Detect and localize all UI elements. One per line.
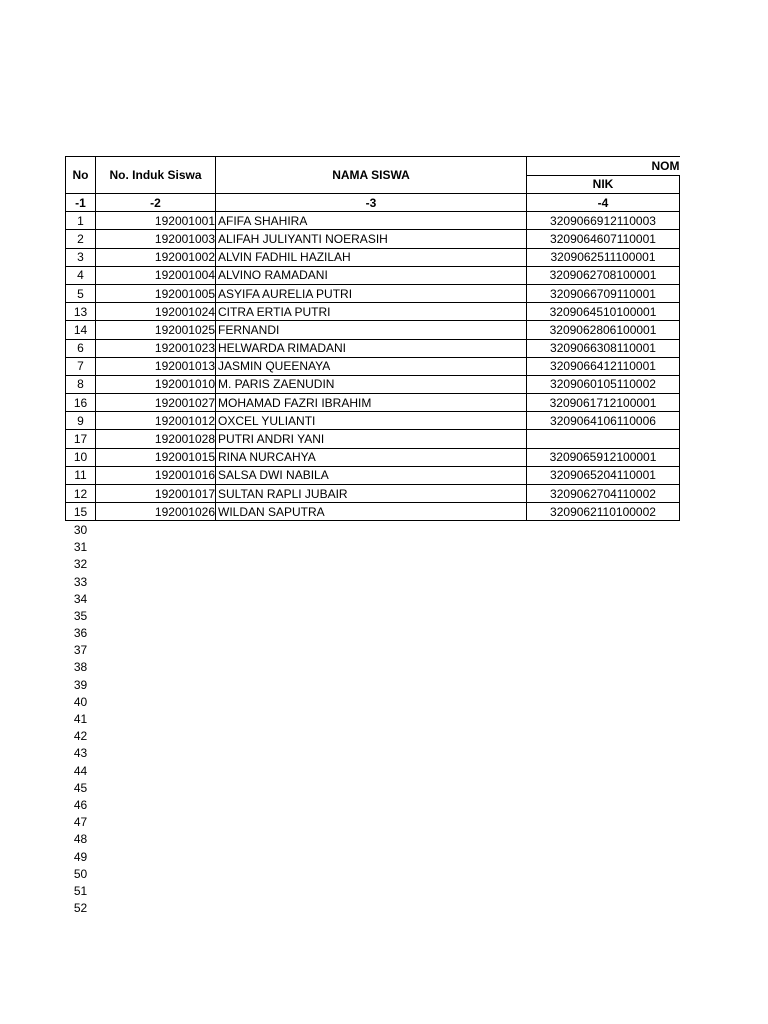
empty-cell	[96, 745, 216, 762]
cell-induk: 192001002	[96, 248, 216, 266]
header-nik: NIK	[527, 175, 680, 194]
empty-cell	[527, 556, 680, 573]
cell-no: 6	[66, 339, 96, 357]
cell-nama: FERNANDI	[216, 321, 527, 339]
empty-cell	[96, 779, 216, 796]
empty-row	[66, 607, 680, 624]
empty-row	[66, 882, 680, 899]
empty-row	[66, 831, 680, 848]
cell-no: 12	[66, 485, 96, 503]
empty-cell	[527, 625, 680, 642]
empty-cell	[527, 779, 680, 796]
row-number: 35	[73, 608, 88, 623]
table-row	[66, 430, 680, 448]
table-row	[66, 303, 680, 321]
row-number: 48	[73, 832, 88, 847]
cell-induk: 192001012	[96, 412, 216, 430]
empty-cell	[527, 796, 680, 813]
cell-nik: 3209066912110003	[527, 212, 680, 230]
header-nama: NAMA SISWA	[216, 157, 527, 194]
cell-no: 4	[66, 266, 96, 284]
empty-cell	[216, 659, 527, 676]
cell-nama: HELWARDA RIMADANI	[216, 339, 527, 357]
cell-no: 16	[66, 394, 96, 412]
empty-cell	[527, 882, 680, 899]
cell-nama: ALVINO RAMADANI	[216, 266, 527, 284]
column-number: -2	[96, 194, 216, 212]
empty-cell	[96, 539, 216, 556]
cell-no: 5	[66, 284, 96, 302]
empty-row	[66, 900, 680, 917]
cell-no: 15	[66, 503, 96, 521]
row-number: 36	[73, 626, 88, 641]
empty-cell	[96, 693, 216, 710]
cell-nik: 3209066412110001	[527, 357, 680, 375]
empty-row	[66, 693, 680, 710]
cell-nik: 3209062110100002	[527, 503, 680, 521]
table-row	[66, 212, 680, 230]
empty-cell	[96, 642, 216, 659]
cell-induk: 192001028	[96, 430, 216, 448]
cell-no: 2	[66, 230, 96, 248]
cell-induk: 192001017	[96, 485, 216, 503]
empty-row	[66, 762, 680, 779]
row-number: 44	[73, 763, 88, 778]
column-number: -4	[527, 194, 680, 212]
row-number: 52	[73, 901, 88, 916]
table-row	[66, 503, 680, 521]
cell-nik: 3209064510100001	[527, 303, 680, 321]
empty-cell	[96, 728, 216, 745]
cell-nama: PUTRI ANDRI YANI	[216, 430, 527, 448]
row-number: 50	[73, 866, 88, 881]
empty-cell	[96, 607, 216, 624]
cell-no: 11	[66, 466, 96, 484]
empty-row	[66, 779, 680, 796]
cell-induk: 192001026	[96, 503, 216, 521]
cell-nik	[527, 430, 680, 448]
table-row	[66, 339, 680, 357]
empty-cell	[96, 865, 216, 882]
empty-cell	[216, 762, 527, 779]
empty-cell	[527, 539, 680, 556]
row-number: 42	[73, 729, 88, 744]
cell-no: 1	[66, 212, 96, 230]
empty-cell	[216, 728, 527, 745]
empty-cell	[96, 590, 216, 607]
cell-nama: CITRA ERTIA PUTRI	[216, 303, 527, 321]
header-induk: No. Induk Siswa	[96, 157, 216, 194]
empty-cell	[216, 693, 527, 710]
table-row	[66, 485, 680, 503]
cell-nama: ASYIFA AURELIA PUTRI	[216, 284, 527, 302]
cell-induk: 192001015	[96, 448, 216, 466]
row-number: 43	[73, 746, 88, 761]
empty-cell	[96, 659, 216, 676]
empty-cell	[527, 710, 680, 727]
table-row	[66, 412, 680, 430]
empty-row	[66, 521, 680, 539]
table-row	[66, 357, 680, 375]
empty-cell	[216, 573, 527, 590]
table-row	[66, 321, 680, 339]
cell-nik: 3209062704110002	[527, 485, 680, 503]
empty-cell	[96, 882, 216, 899]
empty-cell	[216, 539, 527, 556]
cell-induk: 192001004	[96, 266, 216, 284]
cell-nik: 3209062708100001	[527, 266, 680, 284]
table-row	[66, 284, 680, 302]
empty-cell	[216, 590, 527, 607]
row-number: 30	[73, 522, 88, 537]
cell-no: 3	[66, 248, 96, 266]
empty-cell	[96, 762, 216, 779]
row-number: 46	[73, 797, 88, 812]
cell-no: 17	[66, 430, 96, 448]
cell-no: 8	[66, 375, 96, 393]
empty-cell	[527, 745, 680, 762]
empty-cell	[216, 642, 527, 659]
row-number: 45	[73, 780, 88, 795]
cell-nama: JASMIN QUEENAYA	[216, 357, 527, 375]
table-row	[66, 466, 680, 484]
table-row	[66, 248, 680, 266]
row-number: 33	[73, 574, 88, 589]
row-number: 41	[73, 712, 88, 727]
empty-cell	[527, 659, 680, 676]
empty-row	[66, 659, 680, 676]
cell-nik: 3209066308110001	[527, 339, 680, 357]
row-number: 31	[73, 540, 88, 555]
empty-row	[66, 848, 680, 865]
empty-cell	[527, 590, 680, 607]
empty-cell	[216, 556, 527, 573]
empty-cell	[216, 607, 527, 624]
row-number: 39	[73, 677, 88, 692]
row-number: 32	[73, 557, 88, 572]
empty-cell	[216, 900, 527, 917]
cell-induk: 192001023	[96, 339, 216, 357]
cell-nama: SULTAN RAPLI JUBAIR	[216, 485, 527, 503]
cell-nama: ALIFAH JULIYANTI NOERASIH	[216, 230, 527, 248]
cell-induk: 192001003	[96, 230, 216, 248]
empty-row	[66, 865, 680, 882]
empty-cell	[527, 848, 680, 865]
cell-nik: 3209062511100001	[527, 248, 680, 266]
cell-induk: 192001027	[96, 394, 216, 412]
table-row	[66, 266, 680, 284]
empty-cell	[96, 814, 216, 831]
table-row	[66, 230, 680, 248]
row-number: 47	[73, 815, 88, 830]
empty-cell	[96, 710, 216, 727]
empty-cell	[527, 900, 680, 917]
cell-induk: 192001001	[96, 212, 216, 230]
empty-cell	[96, 676, 216, 693]
empty-cell	[527, 573, 680, 590]
cell-nik: 3209064607110001	[527, 230, 680, 248]
empty-row	[66, 539, 680, 556]
cell-no: 10	[66, 448, 96, 466]
column-number: -1	[66, 194, 96, 212]
cell-nama: ALVIN FADHIL HAZILAH	[216, 248, 527, 266]
cell-nik: 3209066709110001	[527, 284, 680, 302]
empty-cell	[96, 900, 216, 917]
empty-row	[66, 728, 680, 745]
empty-cell	[216, 521, 527, 539]
cell-nik: 3209064106110006	[527, 412, 680, 430]
empty-cell	[527, 642, 680, 659]
cell-no: 9	[66, 412, 96, 430]
empty-cell	[527, 693, 680, 710]
empty-cell	[216, 676, 527, 693]
empty-cell	[527, 865, 680, 882]
cell-nama: MOHAMAD FAZRI IBRAHIM	[216, 394, 527, 412]
empty-cell	[527, 762, 680, 779]
empty-cell	[96, 625, 216, 642]
row-number: 51	[73, 883, 88, 898]
empty-cell	[216, 882, 527, 899]
empty-row	[66, 745, 680, 762]
row-number: 40	[73, 694, 88, 709]
table-row	[66, 394, 680, 412]
empty-row	[66, 796, 680, 813]
empty-cell	[527, 831, 680, 848]
empty-cell	[96, 848, 216, 865]
cell-induk: 192001024	[96, 303, 216, 321]
cell-nama: WILDAN SAPUTRA	[216, 503, 527, 521]
empty-cell	[527, 521, 680, 539]
empty-row	[66, 556, 680, 573]
cell-nama: AFIFA SHAHIRA	[216, 212, 527, 230]
empty-cell	[216, 865, 527, 882]
cell-nik: 3209060105110002	[527, 375, 680, 393]
empty-cell	[96, 573, 216, 590]
empty-row	[66, 573, 680, 590]
cell-induk: 192001025	[96, 321, 216, 339]
header-no: No	[66, 157, 96, 194]
empty-row	[66, 710, 680, 727]
empty-cell	[216, 831, 527, 848]
column-number-row	[66, 194, 680, 212]
cell-nik: 3209062806100001	[527, 321, 680, 339]
row-number: 49	[73, 849, 88, 864]
header-nom-group: NOM	[527, 157, 680, 176]
empty-cell	[96, 556, 216, 573]
empty-row	[66, 625, 680, 642]
empty-row	[66, 642, 680, 659]
row-number: 37	[73, 643, 88, 658]
empty-cell	[216, 625, 527, 642]
cell-nama: M. PARIS ZAENUDIN	[216, 375, 527, 393]
cell-induk: 192001005	[96, 284, 216, 302]
row-number: 38	[73, 660, 88, 675]
cell-nik: 3209065912100001	[527, 448, 680, 466]
table-row	[66, 375, 680, 393]
empty-cell	[216, 779, 527, 796]
cell-induk: 192001013	[96, 357, 216, 375]
empty-row	[66, 676, 680, 693]
empty-row	[66, 590, 680, 607]
empty-cell	[96, 521, 216, 539]
cell-no: 7	[66, 357, 96, 375]
cell-no: 14	[66, 321, 96, 339]
empty-cell	[527, 676, 680, 693]
empty-cell	[527, 728, 680, 745]
header-row-1	[66, 157, 680, 176]
cell-induk: 192001016	[96, 466, 216, 484]
cell-nama: OXCEL YULIANTI	[216, 412, 527, 430]
empty-cell	[96, 796, 216, 813]
empty-cell	[96, 831, 216, 848]
cell-nama: SALSA DWI NABILA	[216, 466, 527, 484]
empty-row	[66, 814, 680, 831]
empty-cell	[216, 814, 527, 831]
cell-induk: 192001010	[96, 375, 216, 393]
empty-cell	[216, 745, 527, 762]
empty-cell	[216, 796, 527, 813]
column-number: -3	[216, 194, 527, 212]
spreadsheet	[65, 156, 680, 917]
row-number: 34	[73, 591, 88, 606]
table-row	[66, 448, 680, 466]
empty-cell	[216, 848, 527, 865]
student-table	[65, 156, 680, 917]
cell-nama: RINA NURCAHYA	[216, 448, 527, 466]
empty-cell	[527, 607, 680, 624]
cell-nik: 3209061712100001	[527, 394, 680, 412]
empty-cell	[527, 814, 680, 831]
cell-nik: 3209065204110001	[527, 466, 680, 484]
cell-no: 13	[66, 303, 96, 321]
empty-cell	[216, 710, 527, 727]
